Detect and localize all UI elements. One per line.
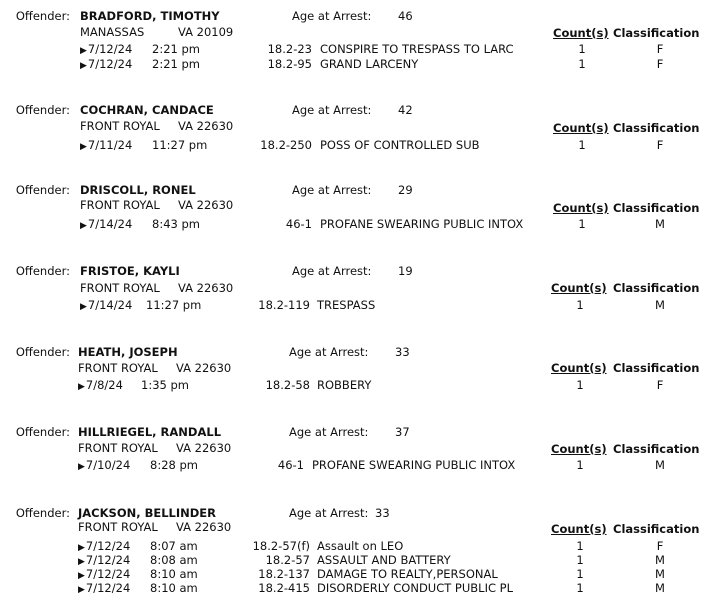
triangle-right-icon: ▶: [80, 221, 87, 231]
offender-city: MANASSAS: [80, 25, 145, 39]
age-label: Age at Arrest:: [292, 183, 372, 197]
charge-classification: M: [655, 567, 665, 581]
charge-classification: F: [656, 57, 664, 71]
charge-description: DAMAGE TO REALTY,PERSONAL: [317, 567, 498, 581]
offender-name: JACKSON, BELLINDER: [78, 506, 217, 520]
count-header: Count(s): [553, 26, 609, 40]
offender-city: FRONT ROYAL: [80, 119, 160, 133]
charge-description: GRAND LARCENY: [320, 57, 419, 71]
count-header: Count(s): [551, 442, 607, 456]
charge-date: ▶7/12/24: [78, 553, 131, 567]
age-value: 37: [395, 425, 410, 439]
charge-statute: 46-1: [277, 458, 304, 472]
charge-count: 1: [576, 553, 584, 567]
charge-statute: 18.2-250: [260, 138, 312, 152]
offender-city: FRONT ROYAL: [80, 281, 160, 295]
triangle-right-icon: ▶: [78, 462, 85, 472]
charge-count: 1: [576, 378, 584, 392]
charge-count: 1: [576, 539, 584, 553]
offender-name: HILLRIEGEL, RANDALL: [78, 425, 222, 439]
charge-date: ▶7/12/24: [80, 57, 133, 71]
charge-time: 1:35 pm: [141, 378, 189, 392]
charge-date: ▶7/12/24: [80, 42, 133, 56]
classification-header: Classification: [613, 121, 700, 135]
charge-description: ROBBERY: [317, 378, 372, 392]
classification-header: Classification: [613, 281, 700, 295]
charge-description: Assault on LEO: [317, 539, 404, 553]
charge-time: 8:08 am: [150, 553, 198, 567]
charge-classification: M: [655, 458, 665, 472]
charge-count: 1: [578, 217, 586, 231]
triangle-right-icon: ▶: [78, 382, 85, 392]
offender-name: FRISTOE, KAYLI: [80, 264, 180, 278]
count-header: Count(s): [553, 121, 609, 135]
charge-classification: F: [656, 42, 664, 56]
age-value: 19: [398, 264, 413, 278]
classification-header: Classification: [613, 26, 700, 40]
charge-date: ▶7/14/24: [80, 298, 133, 312]
charge-statute: 18.2-58: [265, 378, 310, 392]
offender-city: FRONT ROYAL: [78, 441, 158, 455]
charge-statute: 18.2-57: [265, 553, 310, 567]
charge-date: ▶7/14/24: [80, 217, 133, 231]
age-label: Age at Arrest:: [289, 506, 369, 520]
offender-name: DRISCOLL, RONEL: [80, 183, 196, 197]
classification-header: Classification: [613, 361, 700, 375]
age-value: 33: [375, 506, 390, 520]
charge-date: ▶7/12/24: [78, 539, 131, 553]
offender-state-zip: VA 22630: [178, 198, 234, 212]
charge-date: ▶7/10/24: [78, 458, 131, 472]
offender-city: FRONT ROYAL: [78, 520, 158, 534]
offender-label: Offender:: [15, 264, 70, 278]
count-header: Count(s): [551, 361, 607, 375]
offender-state-zip: VA 22630: [176, 361, 232, 375]
triangle-right-icon: ▶: [80, 142, 87, 152]
charge-date: ▶7/8/24: [78, 378, 123, 392]
charge-classification: F: [656, 138, 664, 152]
charge-time: 8:10 am: [150, 567, 198, 581]
triangle-right-icon: ▶: [78, 557, 85, 567]
count-header: Count(s): [551, 281, 607, 295]
charge-count: 1: [576, 298, 584, 312]
charge-description: PROFANE SWEARING PUBLIC INTOX: [312, 458, 516, 472]
offender-name: BRADFORD, TIMOTHY: [80, 9, 220, 23]
charge-time: 8:10 am: [150, 581, 198, 595]
charge-classification: M: [655, 553, 665, 567]
age-label: Age at Arrest:: [289, 425, 369, 439]
count-header: Count(s): [553, 201, 609, 215]
offender-state-zip: VA 22630: [176, 520, 232, 534]
classification-header: Classification: [613, 201, 700, 215]
offender-state-zip: VA 22630: [176, 441, 232, 455]
charge-description: ASSAULT AND BATTERY: [317, 553, 451, 567]
charge-time: 8:07 am: [150, 539, 198, 553]
triangle-right-icon: ▶: [80, 46, 87, 56]
charge-classification: F: [656, 378, 664, 392]
charge-date: ▶7/12/24: [78, 567, 131, 581]
charge-time: 8:43 pm: [152, 217, 200, 231]
charge-count: 1: [576, 567, 584, 581]
charge-statute: 18.2-137: [258, 567, 310, 581]
charge-date: ▶7/11/24: [80, 138, 133, 152]
charge-classification: M: [655, 217, 665, 231]
offender-city: FRONT ROYAL: [78, 361, 158, 375]
offender-state-zip: VA 22630: [178, 119, 234, 133]
offender-city: FRONT ROYAL: [80, 198, 160, 212]
charge-statute: 18.2-415: [258, 581, 310, 595]
triangle-right-icon: ▶: [80, 61, 87, 71]
offender-state-zip: VA 22630: [178, 281, 234, 295]
age-label: Age at Arrest:: [292, 9, 372, 23]
triangle-right-icon: ▶: [78, 571, 85, 581]
offender-state-zip: VA 20109: [178, 25, 234, 39]
charge-description: CONSPIRE TO TRESPASS TO LARC: [320, 42, 514, 56]
offender-label: Offender:: [15, 103, 70, 117]
charge-statute: 18.2-95: [267, 57, 312, 71]
charge-count: 1: [578, 138, 586, 152]
offender-name: HEATH, JOSEPH: [78, 345, 178, 359]
charge-count: 1: [576, 458, 584, 472]
charge-statute: 46-1: [285, 217, 312, 231]
charge-classification: F: [656, 539, 664, 553]
charge-statute: 18.2-119: [258, 298, 310, 312]
charge-classification: M: [655, 581, 665, 595]
age-value: 42: [398, 103, 413, 117]
offender-label: Offender:: [15, 345, 70, 359]
triangle-right-icon: ▶: [80, 302, 87, 312]
charge-description: DISORDERLY CONDUCT PUBLIC PL: [317, 581, 513, 595]
charge-date: ▶7/12/24: [78, 581, 131, 595]
age-label: Age at Arrest:: [289, 345, 369, 359]
offender-name: COCHRAN, CANDACE: [80, 103, 214, 117]
classification-header: Classification: [613, 522, 700, 536]
charge-statute: 18.2-57(f): [252, 539, 310, 553]
count-header: Count(s): [551, 522, 607, 536]
charge-statute: 18.2-23: [267, 42, 312, 56]
age-value: 33: [395, 345, 410, 359]
charge-time: 2:21 pm: [152, 42, 200, 56]
classification-header: Classification: [613, 442, 700, 456]
triangle-right-icon: ▶: [78, 543, 85, 553]
age-label: Age at Arrest:: [292, 264, 372, 278]
charge-time: 11:27 pm: [152, 138, 208, 152]
charge-count: 1: [578, 42, 586, 56]
charge-count: 1: [576, 581, 584, 595]
charge-classification: M: [655, 298, 665, 312]
charge-count: 1: [578, 57, 586, 71]
charge-description: POSS OF CONTROLLED SUB: [320, 138, 480, 152]
offender-label: Offender:: [15, 9, 70, 23]
age-value: 46: [398, 9, 413, 23]
offender-label: Offender:: [15, 425, 70, 439]
age-label: Age at Arrest:: [292, 103, 372, 117]
charge-time: 2:21 pm: [152, 57, 200, 71]
offender-label: Offender:: [15, 506, 70, 520]
charge-description: TRESPASS: [317, 298, 376, 312]
charge-time: 8:28 pm: [150, 458, 198, 472]
triangle-right-icon: ▶: [78, 585, 85, 595]
charge-time: 11:27 pm: [146, 298, 202, 312]
offender-label: Offender:: [15, 183, 70, 197]
age-value: 29: [398, 183, 413, 197]
charge-description: PROFANE SWEARING PUBLIC INTOX: [320, 217, 524, 231]
